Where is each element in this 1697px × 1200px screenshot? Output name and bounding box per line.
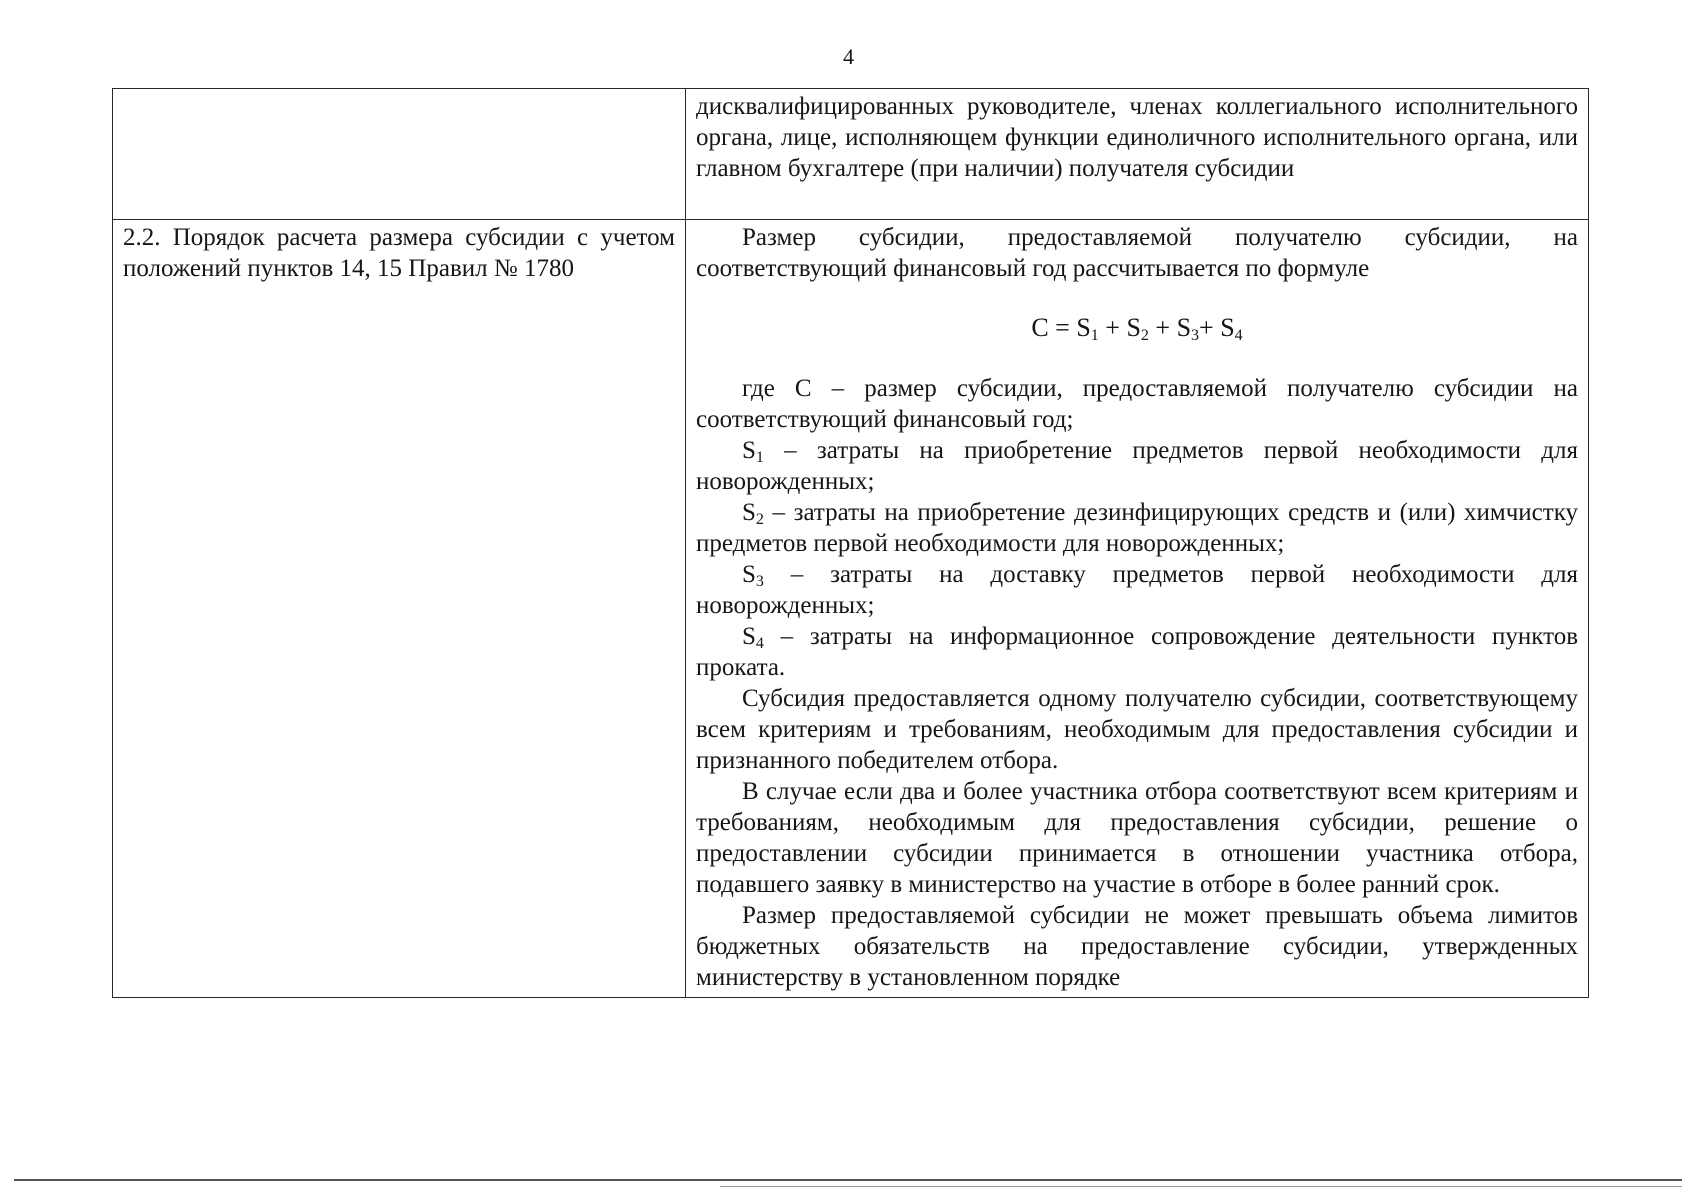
page-bottom-rule — [14, 1179, 1682, 1181]
definition-s4: $S_4$ – затраты на информационное сопровождение деятельности пунктов проката. — [696, 623, 1578, 681]
paragraph-tie-rule: В случае если два и более участника отбора соответствуют всем критериям и требованиям, необходимым для предоставления субсидии, решение о предоставлении субсидии принимается в отношении участника отбора, подавшего заявку в министерство на участие в отборе в более ранний срок. — [696, 778, 1578, 898]
paragraph-limit: Размер предоставляемой субсидии не может превышать объема лимитов бюджетных обязательств на предоставление субсидии, утвержденных министерству в установленном порядке — [696, 902, 1578, 991]
table-row — [113, 89, 1589, 220]
document-table — [112, 88, 1589, 998]
definition-s1: $S_1$ – затраты на приобретение предметов первой необходимости для новорожденных; — [696, 437, 1578, 495]
definition-s2: $S_2$ – затраты на приобретение дезинфицирующих средств и (или) химчистку предметов первой необходимости для новорожденных; — [696, 499, 1578, 557]
subsidy-formula: $C = S_1 + S_2 + S_3+ S_4$ — [1031, 313, 1243, 344]
definition-s3: $S_3$ – затраты на доставку предметов первой необходимости для новорожденных; — [696, 561, 1578, 619]
paragraph-single-recipient: Субсидия предоставляется одному получателю субсидии, соответствующему всем критериям и требованиям, необходимым для предоставления субсидии и признанного победителем отбора. — [696, 685, 1578, 774]
table-cell-right: дисквалифицированных руководителе, членах коллегиального исполнительного органа, лице, исполняющем функции единоличного исполнительного органа, или главном бухгалтере (при наличии) получателя субсидии — [686, 89, 1589, 220]
section-heading-cell: 2.2. Порядок расчета размера субсидии с учетом положений пунктов 14, 15 Правил № 1780 — [113, 220, 686, 998]
definition-c: где C – размер субсидии, предоставляемой получателю субсидии на соответствующий финансовый год; — [696, 375, 1578, 433]
table-row — [113, 220, 1589, 998]
table-cell-left — [113, 89, 686, 220]
intro-paragraph: Размер субсидии, предоставляемой получателю субсидии, на соответствующий финансовый год рассчитывается по формуле — [696, 224, 1578, 282]
calculation-description-cell — [686, 220, 1589, 998]
page-number: 4 — [843, 44, 854, 69]
page-bottom-rule-secondary — [720, 1186, 1682, 1187]
